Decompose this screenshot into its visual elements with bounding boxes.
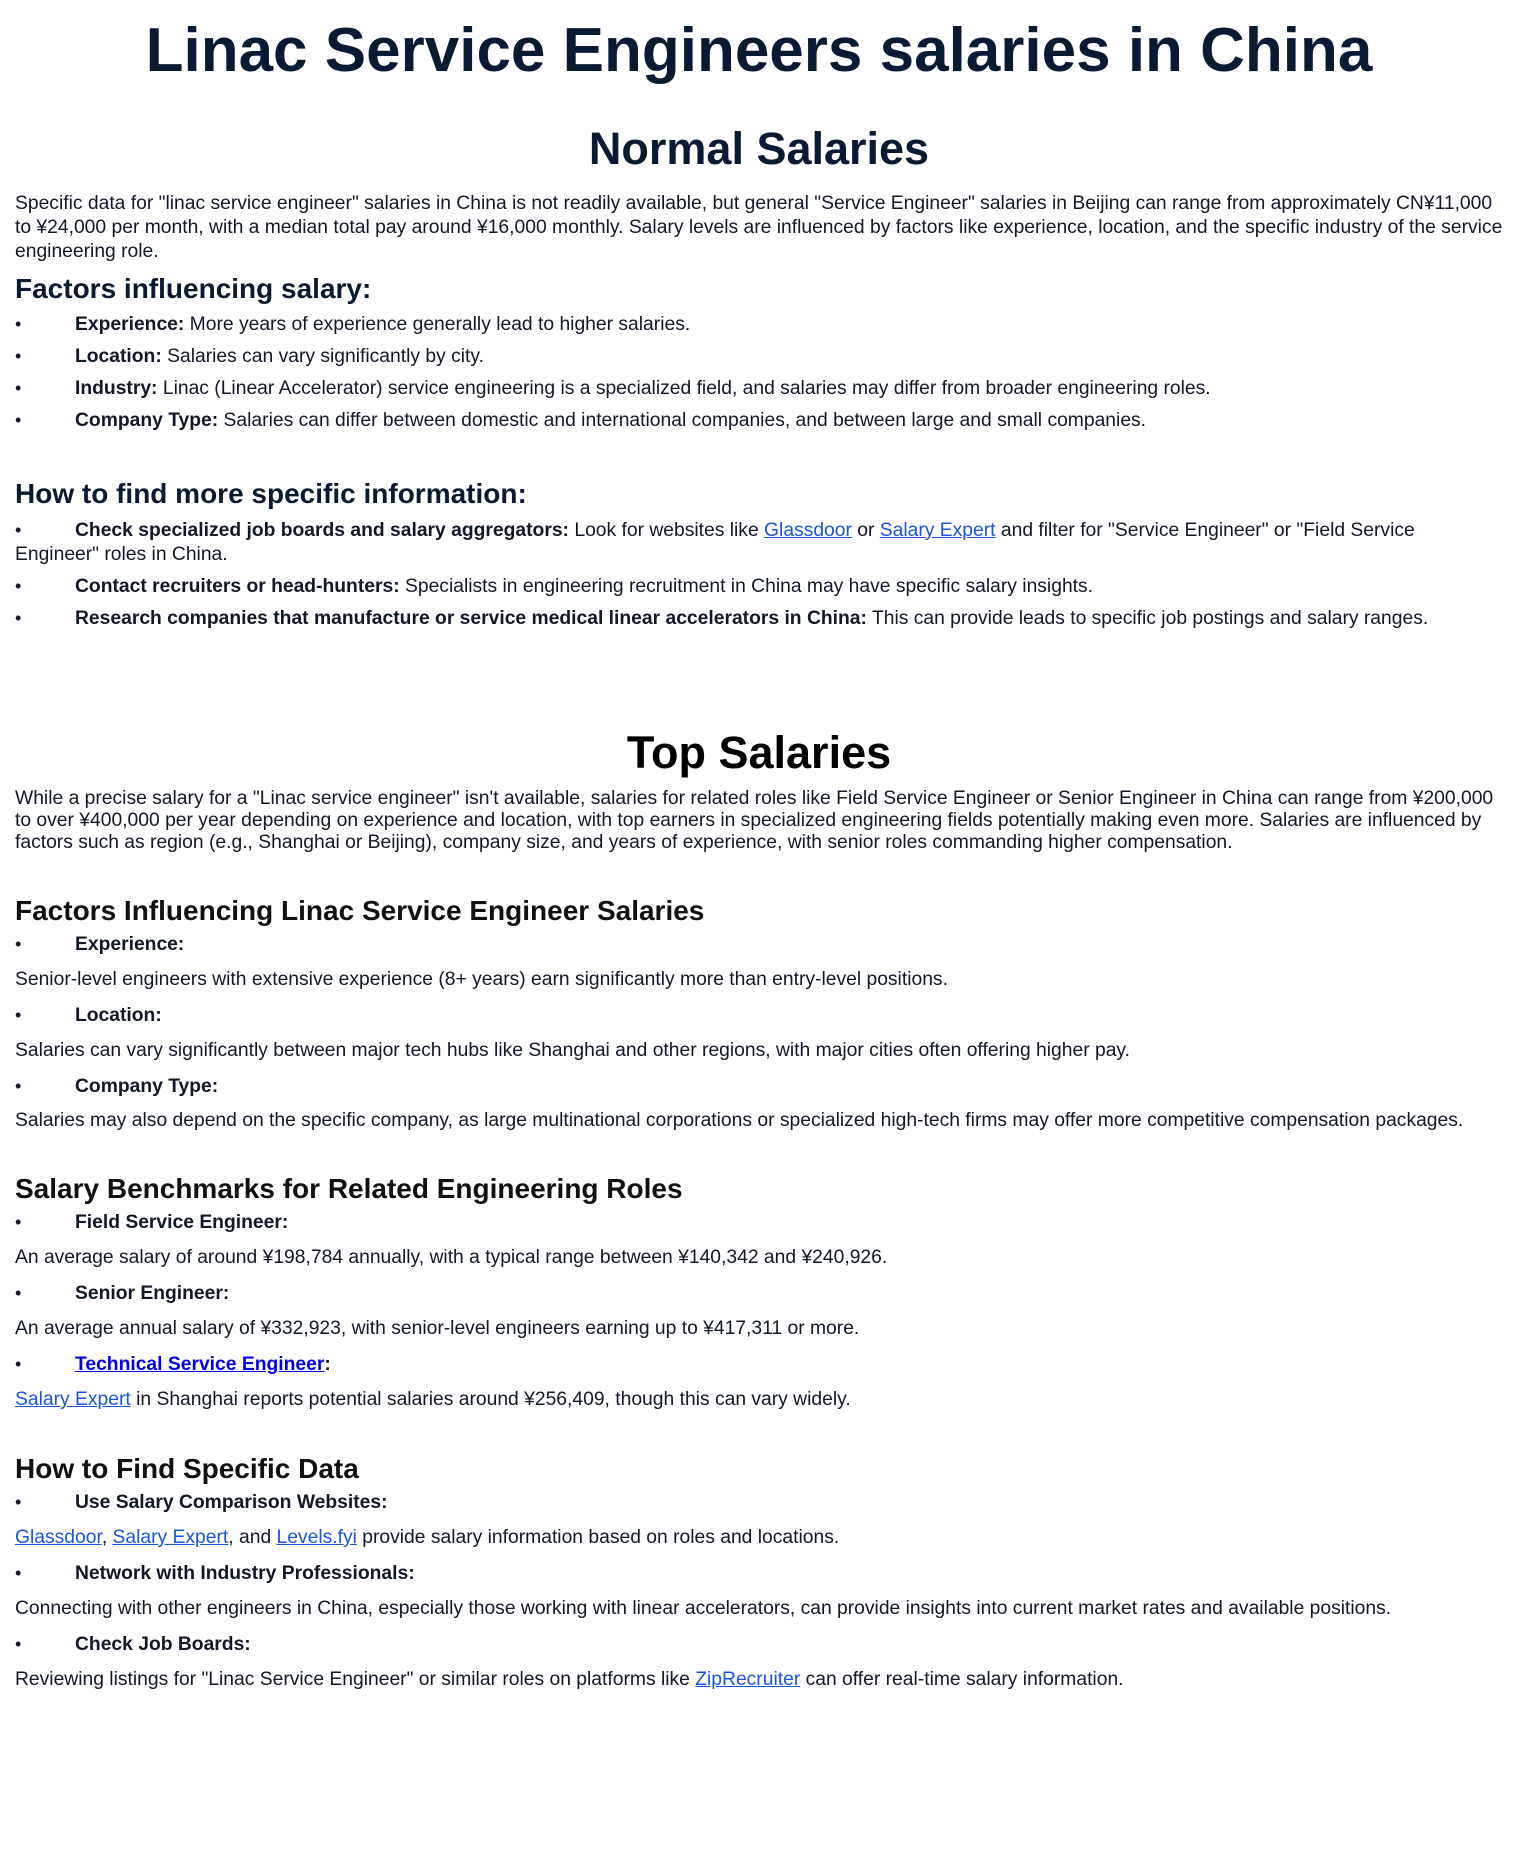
item-text: Specialists in engineering recruitment in China may have specific salary insights.: [399, 576, 1094, 597]
item-text: Connecting with other engineers in China, especially those working with linear accelerators, can provide insights into current market rates and available positions.: [15, 1598, 1392, 1619]
bullet: •: [15, 410, 22, 430]
factors-linac-heading: Factors Influencing Linac Service Engineer Salaries: [15, 895, 705, 926]
item-text: [15, 1526, 1503, 1550]
item-text: An average annual salary of ¥332,923, with senior-level engineers earning up to ¥417,311 or more.: [15, 1318, 860, 1339]
item-text: An average salary of around ¥198,784 annually, with a typical range between ¥140,342 and ¥240,926.: [15, 1247, 888, 1268]
levels-fyi-link[interactable]: Levels.fyi: [276, 1527, 357, 1548]
factors-linac-list: [15, 932, 1503, 1132]
page-title: Linac Service Engineers salaries in China: [145, 16, 1373, 85]
item-text: [15, 1388, 1503, 1412]
item-label: Company Type:: [75, 410, 219, 431]
find-data-heading: How to Find Specific Data: [15, 1453, 359, 1484]
list-item: [15, 1632, 1503, 1657]
item-text: [15, 1668, 1503, 1692]
item-text: Salaries can vary significantly by city.: [161, 346, 484, 367]
item-text: More years of experience generally lead to higher salaries.: [184, 314, 691, 335]
find-info-list: [15, 518, 1503, 631]
item-label: Experience:: [75, 314, 185, 335]
item-label: Location:: [75, 1005, 162, 1026]
benchmarks-list: [15, 1210, 1503, 1412]
item-text: Salaries may also depend on the specific company, as large multinational corporations or specialized high-tech firms may offer more competitive compensation packages.: [15, 1110, 1464, 1131]
list-item: [15, 932, 1503, 957]
list-item: [15, 518, 1503, 567]
bullet: •: [15, 1354, 22, 1374]
list-item: [15, 1210, 1503, 1235]
item-text: This can provide leads to specific job postings and salary ranges.: [866, 608, 1429, 629]
bullet: •: [15, 1634, 22, 1654]
item-label: Company Type:: [75, 1076, 219, 1097]
bullet: •: [15, 1212, 22, 1232]
bullet: •: [15, 1076, 22, 1096]
salary-expert-link[interactable]: Salary Expert: [879, 520, 996, 541]
bullet: •: [15, 1283, 22, 1303]
ziprecruiter-link[interactable]: ZipRecruiter: [695, 1669, 801, 1690]
item-text: Salaries can vary significantly between major tech hubs like Shanghai and other regions, with major cities often offering higher pay.: [15, 1040, 1130, 1061]
bullet: •: [15, 1005, 22, 1025]
list-item: [15, 312, 1503, 337]
item-label: Field Service Engineer:: [75, 1212, 289, 1233]
find-info-heading: How to find more specific information:: [15, 478, 527, 509]
item-label: :: [324, 1354, 331, 1375]
top-salaries-heading: Top Salaries: [626, 727, 892, 778]
item-label: Use Salary Comparison Websites:: [75, 1492, 388, 1513]
list-item: [15, 376, 1503, 401]
salary-expert-link[interactable]: Salary Expert: [15, 1389, 131, 1410]
list-item: [15, 1074, 1503, 1099]
item-label: Industry:: [75, 378, 158, 399]
item-text: Reviewing listings for "Linac Service Engineer" or similar roles on platforms like: [15, 1669, 696, 1690]
bullet: •: [15, 314, 22, 334]
item-label: Check specialized job boards and salary aggregators:: [75, 520, 569, 541]
list-item: [15, 606, 1503, 631]
separator: ,: [101, 1527, 113, 1548]
bullet: •: [15, 520, 22, 540]
list-item: [15, 1490, 1503, 1515]
item-text: can offer real-time salary information.: [800, 1669, 1124, 1690]
item-label: Network with Industry Professionals:: [75, 1563, 415, 1584]
top-intro: While a precise salary for a "Linac service engineer" isn't available, salaries for related roles like Field Service Engineer or Senior Engineer in China can range from ¥200,000 to over ¥400,000 per year depending on experience and location, with top earners in specialized engineering fields potentially making even more. Salaries are influenced by factors such as region (e.g., Shanghai or Beijing), company size, and years of experience, with senior roles commanding higher compensation.: [15, 788, 1494, 853]
factors-list: [15, 312, 1503, 433]
glassdoor-link[interactable]: Glassdoor: [15, 1527, 102, 1548]
bullet: •: [15, 346, 22, 366]
item-label: Check Job Boards:: [75, 1634, 251, 1655]
find-data-list: [15, 1490, 1503, 1692]
list-item: [15, 1561, 1503, 1586]
item-text: and filter for "Service Engineer" or "Field Service Engineer" roles in China.: [15, 520, 1415, 565]
list-item: [15, 574, 1503, 599]
item-text: Linac (Linear Accelerator) service engineering is a specialized field, and salaries may differ from broader engineering roles.: [157, 378, 1211, 399]
bullet: •: [15, 576, 22, 596]
item-label: Research companies that manufacture or service medical linear accelerators in China:: [75, 608, 867, 629]
item-label: Experience:: [75, 934, 185, 955]
technical-service-engineer-link[interactable]: Technical Service Engineer: [75, 1354, 325, 1375]
item-text: Look for websites like: [568, 520, 765, 541]
salary-expert-link[interactable]: Salary Expert: [112, 1527, 229, 1548]
glassdoor-link[interactable]: Glassdoor: [764, 520, 852, 541]
item-text: Senior-level engineers with extensive experience (8+ years) earn significantly more than entry-level positions.: [15, 969, 948, 990]
bullet: •: [15, 1563, 22, 1583]
item-text: provide salary information based on roles and locations.: [356, 1527, 840, 1548]
list-item: [15, 1352, 1503, 1377]
benchmarks-heading: Salary Benchmarks for Related Engineering Roles: [15, 1173, 683, 1204]
list-item: [15, 408, 1503, 433]
bullet: •: [15, 934, 22, 954]
item-label: Location:: [75, 346, 162, 367]
bullet: •: [15, 378, 22, 398]
list-item: [15, 1003, 1503, 1028]
item-text: Salaries can differ between domestic and international companies, and between large and small companies.: [218, 410, 1147, 431]
factors-heading: Factors influencing salary:: [15, 273, 372, 304]
separator: , and: [228, 1527, 277, 1548]
bullet: •: [15, 1492, 22, 1512]
item-label: Contact recruiters or head-hunters:: [75, 576, 400, 597]
normal-salaries-heading: Normal Salaries: [588, 123, 930, 174]
item-text: or: [851, 520, 880, 541]
item-text: in Shanghai reports potential salaries around ¥256,409, though this can vary widely.: [130, 1389, 851, 1410]
item-label: Senior Engineer:: [75, 1283, 230, 1304]
list-item: [15, 1281, 1503, 1306]
bullet: •: [15, 608, 22, 628]
list-item: [15, 344, 1503, 369]
normal-intro: Specific data for "linac service engineer" salaries in China is not readily available, but general "Service Engineer" salaries in Beijing can range from approximately CN¥11,000 to ¥24,000 per month, with a median total pay around ¥16,000 monthly. Salary levels are influenced by factors like experience, location, and the specific industry of the service engineering role.: [15, 193, 1503, 262]
